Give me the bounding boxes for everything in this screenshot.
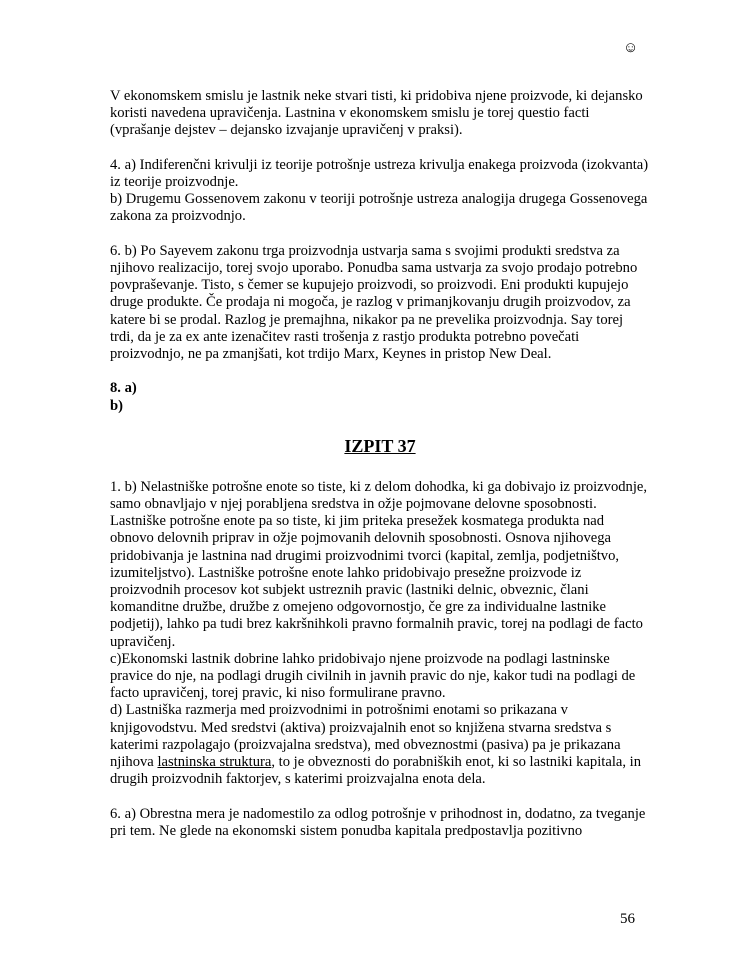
exam37-answer-1d xyxy=(110,702,650,788)
page-content xyxy=(110,88,650,840)
answer-8b: b) xyxy=(110,397,123,414)
answer-4b: b) Drugemu Gossenovem zakonu v teoriji potrošnje ustreza analogija drugega Gossenovega zakona za proizvodnjo. xyxy=(110,191,648,225)
page-number: 56 xyxy=(620,911,635,927)
answer-1d-text: d) Lastniška razmerja med proizvodnimi in potrošnimi enotami so prikazana v knjigovodstvu. Med sredstvi (aktiva) proizvajalnih enot so knjižena stvarna sredstva s katerimi razpolagajo (proizvajalna sredstva), med obveznostmi (pasiva) pa je prikazana njihova xyxy=(110,702,621,771)
answer-1d-text-end: , to je obveznosti do porabniških enot, ki so lastniki kapitala, in drugih proizvodnih faktorjev, s katerimi proizvajalna enota dela. xyxy=(110,754,641,788)
smiley-icon: ☺ xyxy=(623,40,639,56)
underlined-term: lastninska struktura xyxy=(157,754,272,771)
section-title: IZPIT 37 xyxy=(344,435,416,456)
paragraph-ownership: V ekonomskem smislu je lastnik neke stvari tisti, ki pridobiva njene proizvode, ki dejansko koristi navedena upravičenja. Lastnina v ekonomskem smislu je torej questio facti (vprašanje dejstev – dejansko izvajanje upravičenj v praksi). xyxy=(110,88,643,139)
answer-8a: 8. a) xyxy=(110,380,137,397)
exam37-answer-1b-continued: Lastniške potrošne enote pa so tiste, ki jim priteka presežek kosmatega produkta nad obnovo delovnih priprav in ožje pojmovanih delovnih sposobnosti. Osnova njihovega pridobivanja je lastnina nad drugimi proizvodnimi tvorci (kapital, zemlja, podjetništvo, izumiteljstvo). Lastniške potrošne enote lahko pridobivajo presežne proizvode iz proizvodnih procesov kot subjekt ustreznih pravic (lastniki delnic, obveznic, člani komanditne družbe, družbe z omejeno odgovornostjo, če gre za individualne lastnike podjetij), lahko pa tudi brez kakršnihkoli pravno formalnih pravic, torej na podlagi de facto upravičenj. xyxy=(110,513,643,650)
answer-4a: 4. a) Indiferenčni krivulji iz teorije potrošnje ustreza krivulja enakega proizvoda (izokvanta) iz teorije proizvodnje. xyxy=(110,156,649,190)
exam37-answer-6a: 6. a) Obrestna mera je nadomestilo za odlog potrošnje v prihodnost in, dodatno, za tveganje pri tem. Ne glede na ekonomski sistem ponudba kapitala predpostavlja pozitivno xyxy=(110,805,646,839)
exam37-answer-1c: c)Ekonomski lastnik dobrine lahko pridobivajo njene proizvode na podlagi lastninske pravice do nje, na podlagi drugih civilnih in javnih pravic do nje, kakor tudi na podlagi de facto upravičenj, torej pravic, ki niso formulirane pravno. xyxy=(110,650,636,702)
answer-6b: 6. b) Po Sayevem zakonu trga proizvodnja ustvarja sama s svojimi produkti sredstva za njihovo realizacijo, torej svojo uporabo. Ponudba sama ustvarja za svojo prodajo potrebno povpraševanje. Tisto, s čemer se kupujejo proizvodi, so proizvodi. Eni produkti kupujejo druge produkte. Če prodaja ni mogoča, je razlog v primanjkovanju drugih proizvodov, za katere bi se prodal. Razlog je premajhna, nikakor pa ne prevelika proizvodnja. Say torej trdi, da je za ex ante izenačitev rasti trošenja z rastjo produkta potrebno povečati proizvodnjo, ne pa zmanjšati, kot trdijo Marx, Keynes in pristop New Deal. xyxy=(110,242,638,363)
exam37-answer-1b: 1. b) Nelastniške potrošne enote so tiste, ki z delom dohodka, ki ga dobivajo iz proizvodnje, samo obnavljajo v njej porabljena sredstva in ožje pojmovane delovne sposobnosti. xyxy=(110,478,648,513)
